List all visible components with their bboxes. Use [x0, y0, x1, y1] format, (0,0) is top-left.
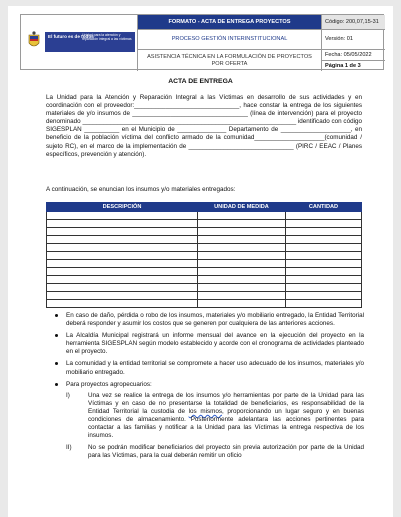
document-header: [20, 14, 384, 70]
list-item: La comunidad y la entidad territorial se compromete a hacer uso adecuado de los insumos, materiales y/o mobiliario entregado.: [66, 360, 364, 376]
table-row: [47, 236, 362, 244]
document-title: ACTA DE ENTREGA: [168, 78, 233, 85]
table-cell: [198, 276, 286, 284]
table-row: [47, 300, 362, 308]
table-cell: [198, 212, 286, 220]
column-header: CANTIDAD: [286, 203, 362, 212]
table-cell: [47, 300, 198, 308]
logo-text-main: El futuro es de todos: [48, 34, 94, 39]
table-cell: [47, 220, 198, 228]
table-cell: [198, 268, 286, 276]
table-cell: [198, 252, 286, 260]
bullet-icon: [55, 383, 58, 386]
table-cell: [286, 284, 362, 292]
subprocess-name: ASISTENCIA TÉCNICA EN LA FORMULACIÓN DE PROYECTOS POR OFERTA: [138, 49, 321, 71]
table-body: [47, 212, 362, 308]
table-row: [47, 252, 362, 260]
list-item: En caso de daño, pérdida o robo de los insumos, materiales y/o mobiliario entregado, la Entidad Territorial deberá responder y asumir los costos que se generen por cualquiera de las anteriores acciones.: [66, 312, 364, 328]
list-item: Para proyectos agropecuarios: I) Una vez se realice la entrega de los insumos y/o herramientas por parte de la Unidad para las Víctimas y en caso de no presentarse la totalidad de beneficiarios, es responsabilidad de la Entidad Territorial la custodia de los mismos, proporcionando un lugar seguro y en buenas condiciones de almacenamiento. Posteriormente adelantara las acciones pertinentes para contactar a las familias y notificar a la Unidad para las Víctimas la entrega respectiva de los insumos. II) No se podrán modificar beneficiarios del proyecto sin previa autorización por parte de la Unidad para las Víctimas, para la cual deberán remitir un oficio: [66, 381, 364, 461]
table-cell: [286, 252, 362, 260]
table-cell: [286, 276, 362, 284]
table-row: [47, 276, 362, 284]
document-page: [8, 6, 393, 517]
table-row: [47, 220, 362, 228]
table-cell: [47, 260, 198, 268]
table-cell: [47, 252, 198, 260]
form-version: Versión: 01: [321, 29, 385, 49]
table-cell: [286, 244, 362, 252]
brand-banner: [45, 32, 135, 52]
table-cell: [47, 284, 198, 292]
page-number: Página 1 de 3: [321, 60, 385, 71]
table-cell: [47, 292, 198, 300]
table-cell: [47, 228, 198, 236]
table-cell: [47, 276, 198, 284]
table-cell: [198, 284, 286, 292]
table-cell: [47, 236, 198, 244]
institution-logo: [21, 15, 138, 71]
table-cell: [286, 212, 362, 220]
table-header-row: [47, 203, 362, 212]
table-cell: [198, 236, 286, 244]
supplies-table: [46, 202, 362, 308]
table-cell: [286, 220, 362, 228]
table-cell: [286, 300, 362, 308]
bullet-icon: [55, 314, 58, 317]
table-cell: [198, 300, 286, 308]
bullet-icon: [55, 334, 58, 337]
table-row: [47, 268, 362, 276]
spellcheck-underline: los mismos: [188, 407, 223, 415]
table-cell: [286, 292, 362, 300]
roman-item: I) Una vez se realice la entrega de los insumos y/o herramientas por parte de la Unidad para las Víctimas y en caso de no presentarse la totalidad de beneficiarios, es responsabilidad de la Entidad Territorial la custodia de los mismos, proporcionando un lugar seguro y en buenas condiciones de almacenamiento. Posteriormente adelantara las acciones pertinentes para contactar a las familias y notificar a la Unidad para las Víctimas la entrega respectiva de los insumos.: [66, 391, 364, 440]
table-cell: [198, 220, 286, 228]
form-date: Fecha: 05/05/2022: [321, 49, 385, 60]
agricultural-conditions: [66, 392, 364, 461]
table-row: [47, 292, 362, 300]
table-row: [47, 260, 362, 268]
table-cell: [47, 244, 198, 252]
column-header: DESCRIPCIÓN: [47, 203, 198, 212]
table-row: [47, 212, 362, 220]
table-row: [47, 244, 362, 252]
intro-paragraph: La Unidad para la Atención y Reparación Integral a las Víctimas en desarrollo de sus actividades y en coordinación con el proveedor:______________________________, hace constar la entrega de los siguientes materiales de y/o insumos de _________________________________ (línea de intervención) para el proyecto denominado _____________________________________________________________ identificado con código SIGESPLAN __________ en el Municipio de ______________ Departamento de ____________________, en beneficio de la población víctima del conflicto armado de la comunidad____________________(comunidad / sujeto RC), en el marco de la implementación de ______________________________ (PIRC / EEAC / Planes específicos, prevención y atención).: [46, 94, 362, 158]
table-cell: [198, 292, 286, 300]
form-code: Código: 200,07,15-31: [321, 15, 385, 29]
process-name: PROCESO GESTIÓN INTERINSTITUCIONAL: [138, 29, 321, 49]
table-cell: [198, 228, 286, 236]
list-intro: A continuación, se enuncian los insumos y/o materiales entregados:: [46, 186, 236, 193]
conditions-list: [66, 312, 364, 465]
table-cell: [47, 268, 198, 276]
coat-of-arms-icon: [27, 31, 41, 51]
table-cell: [286, 268, 362, 276]
table-row: [47, 228, 362, 236]
list-item: La Alcaldía Municipal registrará un informe mensual del avance en la ejecución del proyecto en la herramienta SIGESPLAN según modelo establecido y acorde con el cronograma de actividades planteado en el proyecto.: [66, 332, 364, 356]
table-cell: [286, 260, 362, 268]
bullet-icon: [55, 362, 58, 365]
logo-text-sub: Unidad para la atención y reparación integral a las víctimas: [82, 33, 132, 41]
item-number: II): [66, 444, 72, 452]
item-number: I): [66, 391, 70, 399]
table-row: [47, 284, 362, 292]
table-cell: [286, 228, 362, 236]
table-cell: [286, 236, 362, 244]
column-header: UNIDAD DE MEDIDA: [198, 203, 286, 212]
table-cell: [198, 260, 286, 268]
table-cell: [198, 244, 286, 252]
form-title: FORMATO - ACTA DE ENTREGA PROYECTOS: [138, 15, 321, 29]
table-cell: [47, 212, 198, 220]
roman-item: II) No se podrán modificar beneficiarios del proyecto sin previa autorización por parte de la Unidad para las Víctimas, para la cual deberán remitir un oficio: [66, 444, 364, 460]
